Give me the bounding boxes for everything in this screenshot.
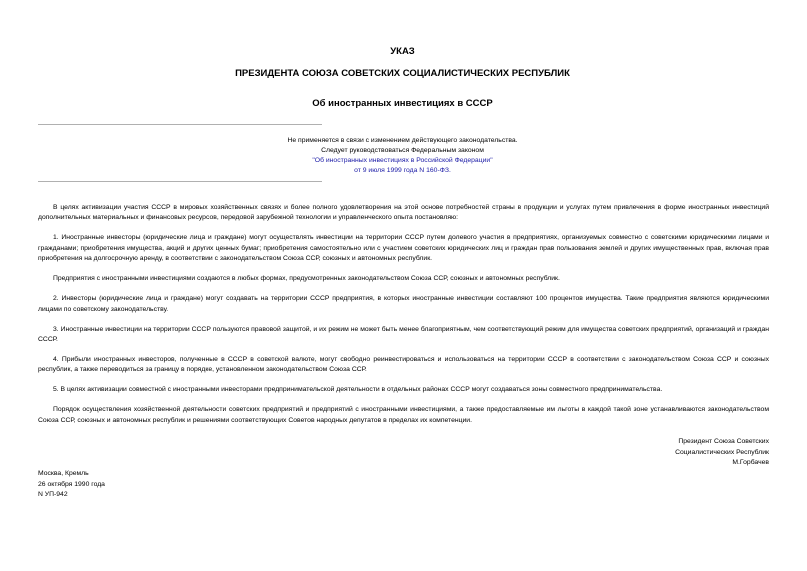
bottom-divider xyxy=(38,181,322,182)
signatory-name: М.Горбачев xyxy=(732,459,769,467)
signing-date: 26 октября 1990 года xyxy=(38,480,105,488)
status-note-line-2: Следует руководствоваться Федеральным законом xyxy=(321,147,484,154)
clause-4-paragraph: 4. Прибыли иностранных инвесторов, полученные в СССР в советской валюте, могут свободно реинвестироваться и использоваться на территории СССР в соответствии с законодательством Союза ССР и союзных республик, а также переводиться за границу в порядке, установленном законодательством Союза ССР. xyxy=(38,356,769,374)
status-note-line-1: Не применяется в связи с изменением действующего законодательства. xyxy=(287,137,518,144)
clause-5-procedure-paragraph: Порядок осуществления хозяйственной деятельности советских предприятий и предприятий с иностранными инвестициями, а также предоставляемые им льготы в каждой такой зоне устанавливаются законодательством Союза ССР, союзных и автономных республик и решениями соответствующих Советов народных депутатов в пределах их компетенции. xyxy=(38,406,769,424)
clause-3-paragraph: 3. Иностранные инвестиции на территории СССР пользуются правовой защитой, и их режим не может быть менее благоприятным, чем соответствующий режим для имущества советских предприятий, организаций и граждан СССР. xyxy=(38,325,769,344)
federal-law-link[interactable]: "Об иностранных инвестициях в Российской Федерации" xyxy=(312,157,493,164)
federal-law-date-link[interactable]: от 9 июля 1999 года N 160-ФЗ. xyxy=(354,167,451,174)
clause-1-forms-paragraph: Предприятия с иностранными инвестициями создаются в любых формах, предусмотренных законодательством Союза ССР, союзных и автономных республик. xyxy=(53,275,560,283)
document-title: УКАЗ xyxy=(390,46,415,57)
signature-block xyxy=(675,437,769,469)
signing-place: Москва, Кремль xyxy=(38,470,89,477)
decree-body xyxy=(38,203,769,436)
signature-title-line-2: Социалистических Республик xyxy=(675,448,769,456)
document-issuer: ПРЕЗИДЕНТА СОЮЗА СОВЕТСКИХ СОЦИАЛИСТИЧЕСКИХ РЕСПУБЛИК xyxy=(235,68,570,79)
place-date-block xyxy=(38,469,105,501)
clause-2-paragraph: 2. Инвесторы (юридические лица и граждане) могут создавать на территории СССР предприятия, в которых иностранные инвестиции составляют 100 процентов имущества. Такие предприятия являются юридическими лицами по советскому законодательству. xyxy=(38,295,769,313)
document-subject: Об иностранных инвестициях в СССР xyxy=(312,98,493,109)
status-note xyxy=(160,136,645,176)
top-divider xyxy=(38,124,322,125)
signature-title-line-1: Президент Союза Советских xyxy=(678,438,769,445)
preamble-paragraph: В целях активизации участия СССР в мировых хозяйственных связях и более полного удовлетворения на этой основе потребностей страны в продукции и услугах путем привлечения в форме иностранных инвестиций дополнительных материальных и финансовых ресурсов, передовой зарубежной технологии и управленческого опыта постановляю: xyxy=(38,204,769,222)
decree-number: N УП-942 xyxy=(38,491,68,499)
clause-1-paragraph: 1. Иностранные инвесторы (юридические лица и граждане) могут осуществлять инвестиции на территории СССР путем долевого участия в предприятиях, организуемых совместно с советскими юридическими лицами и гражданами; приобретения имущества, акций и других ценных бумаг; приобретения самостоятельно или с участием советских юридических лиц и граждан прав пользования землей и других имущественных прав, включая прав приобретения на долгосрочную аренду, в соответствии с законодательством Союза ССР, союзных и автономных республик. xyxy=(38,234,769,263)
clause-5-paragraph: 5. В целях активизации совместной с иностранными инвесторами предпринимательской деятельности в отдельных районах СССР могут создаваться зоны совместного предпринимательства. xyxy=(53,386,663,394)
